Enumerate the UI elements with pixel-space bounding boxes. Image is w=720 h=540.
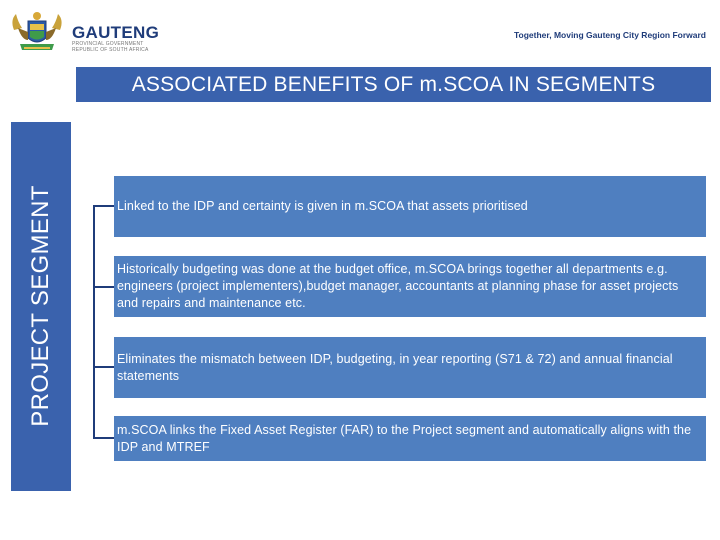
benefit-box: Eliminates the mismatch between IDP, budgeting, in year reporting (S71 & 72) and annual financial statements xyxy=(114,337,706,398)
slide-title: ASSOCIATED BENEFITS OF m.SCOA IN SEGMENTS xyxy=(76,67,711,102)
connector-3 xyxy=(93,366,114,368)
side-label: PROJECT SEGMENT xyxy=(27,185,54,427)
benefit-box: m.SCOA links the Fixed Asset Register (FAR) to the Project segment and automatically aligns with the IDP and MTREF xyxy=(114,416,706,461)
connector-4 xyxy=(93,437,114,439)
coat-of-arms-logo xyxy=(8,10,66,54)
brand-name: GAUTENG xyxy=(72,23,160,42)
header xyxy=(0,0,720,62)
brand-subtitle-2: REPUBLIC OF SOUTH AFRICA xyxy=(72,47,149,53)
brand-subtitle-1: PROVINCIAL GOVERNMENT xyxy=(72,41,144,47)
connector-1 xyxy=(93,205,114,207)
connector-vertical xyxy=(93,205,95,439)
benefit-box: Historically budgeting was done at the budget office, m.SCOA brings together all departments e.g. engineers (project implementers),budget manager, accountants at planning phase for asset projects and repairs and maintenance etc. xyxy=(114,256,706,317)
slogan: Together, Moving Gauteng City Region Forward xyxy=(513,30,706,40)
benefit-box: Linked to the IDP and certainty is given in m.SCOA that assets prioritised xyxy=(114,176,706,237)
brand xyxy=(72,24,159,53)
connector-2 xyxy=(93,286,114,288)
